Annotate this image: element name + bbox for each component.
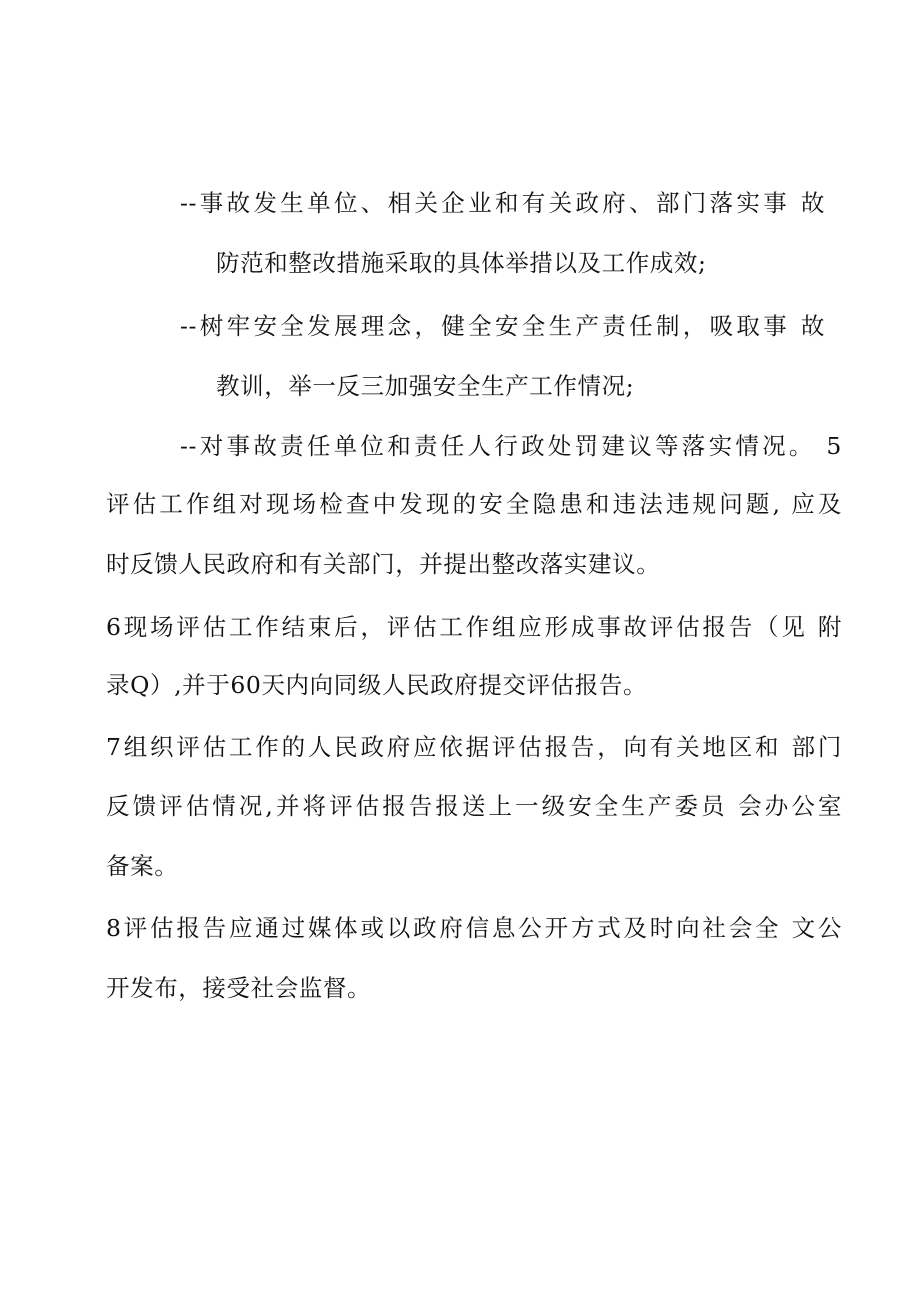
text-line-1: --事故发生单位、相关企业和有关政府、部门落实事 故 xyxy=(180,189,825,217)
text-line-13: 8评估报告应通过媒体或以政府信息公开方式及时向社会全 文公 xyxy=(106,914,842,942)
text-line-14: 开发布，接受社会监督。 xyxy=(106,974,372,1002)
text-line-2: 防范和整改措施采取的具体举措以及工作成效; xyxy=(216,249,707,277)
text-line-10: 7组织评估工作的人民政府应依据评估报告，向有关地区和 部门 xyxy=(106,733,842,761)
text-line-12: 备案。 xyxy=(106,852,179,880)
text-line-11: 反馈评估情况,并将评估报告报送上一级安全生产委员 会办公室 xyxy=(106,792,842,820)
text-line-3: --树牢安全发展理念，健全安全生产责任制，吸取事 故 xyxy=(180,312,825,340)
text-line-4: 教训，举一反三加强安全生产工作情况; xyxy=(216,372,635,400)
text-line-8: 6现场评估工作结束后，评估工作组应形成事故评估报告（见 附 xyxy=(106,613,842,641)
text-line-5: --对事故责任单位和责任人行政处罚建议等落实情况。 5 xyxy=(180,432,842,460)
text-line-9: 录Q）,并于60天内向同级人民政府提交评估报告。 xyxy=(106,671,648,699)
text-line-6: 评估工作组对现场检查中发现的安全隐患和违法违规问题, 应及 xyxy=(106,490,842,518)
text-line-7: 时反馈人民政府和有关部门，并提出整改落实建议。 xyxy=(106,550,661,578)
